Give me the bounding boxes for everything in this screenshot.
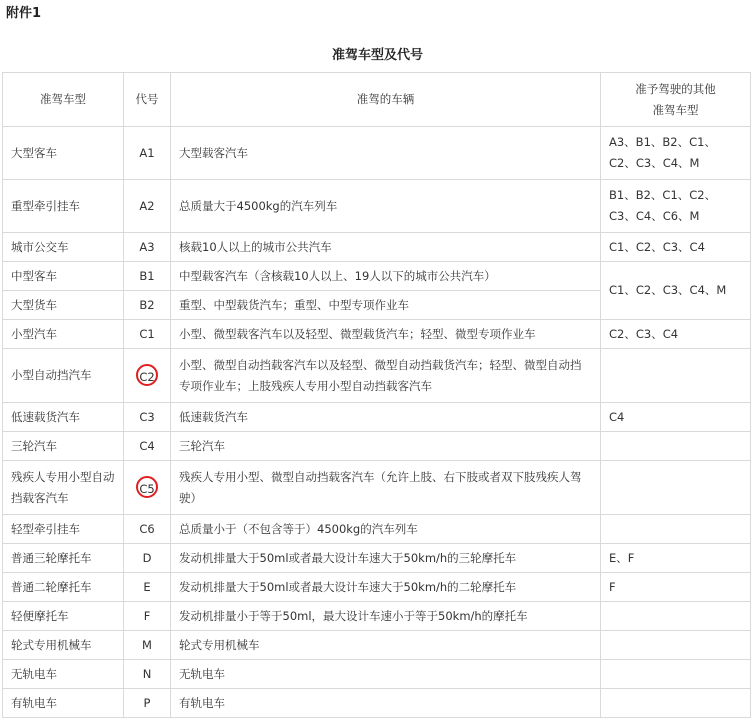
cell-vehicles: 无轨电车 <box>171 660 601 689</box>
cell-vehicles: 核载10人以上的城市公共汽车 <box>171 233 601 262</box>
table-row <box>3 432 751 461</box>
cell-vehicles: 三轮汽车 <box>171 432 601 461</box>
cell-type: 轻型牵引挂车 <box>3 515 124 544</box>
cell-code: B2 <box>124 291 171 320</box>
cell-code: B1 <box>124 262 171 291</box>
cell-type: 中型客车 <box>3 262 124 291</box>
cell-other: F <box>601 573 751 602</box>
cell-code: C1 <box>124 320 171 349</box>
table-row <box>3 180 751 233</box>
table-header-row <box>3 73 751 127</box>
cell-type: 重型牵引挂车 <box>3 180 124 233</box>
table-row <box>3 403 751 432</box>
cell-type: 普通二轮摩托车 <box>3 573 124 602</box>
header-code: 代号 <box>124 73 171 127</box>
cell-code <box>124 461 171 515</box>
cell-vehicles: 发动机排量大于50ml或者最大设计车速大于50km/h的二轮摩托车 <box>171 573 601 602</box>
table-row <box>3 262 751 291</box>
cell-vehicles: 轮式专用机械车 <box>171 631 601 660</box>
cell-type: 大型客车 <box>3 127 124 180</box>
license-class-table <box>2 72 751 718</box>
cell-vehicles: 总质量大于4500kg的汽车列车 <box>171 180 601 233</box>
table-row <box>3 320 751 349</box>
cell-vehicles: 小型、微型自动挡载客汽车以及轻型、微型自动挡载货汽车；轻型、微型自动挡专项作业车；上肢残疾人专用小型自动挡载客汽车 <box>171 349 601 403</box>
header-other-line1: 准予驾驶的其他 <box>635 81 716 96</box>
cell-vehicles: 发动机排量大于50ml或者最大设计车速大于50km/h的三轮摩托车 <box>171 544 601 573</box>
cell-other <box>601 432 751 461</box>
table-row <box>3 233 751 262</box>
cell-code: P <box>124 689 171 718</box>
cell-type: 轮式专用机械车 <box>3 631 124 660</box>
table-row <box>3 602 751 631</box>
cell-other <box>601 461 751 515</box>
cell-other: E、F <box>601 544 751 573</box>
document-title: 准驾车型及代号 <box>331 48 423 63</box>
cell-code: C4 <box>124 432 171 461</box>
cell-vehicles: 残疾人专用小型、微型自动挡载客汽车（允许上肢、右下肢或者双下肢残疾人驾驶） <box>171 461 601 515</box>
header-type: 准驾车型 <box>3 73 124 127</box>
table-row <box>3 631 751 660</box>
table-row <box>3 349 751 403</box>
table-row <box>3 515 751 544</box>
cell-code: D <box>124 544 171 573</box>
cell-vehicles: 发动机排量小于等于50ml，最大设计车速小于等于50km/h的摩托车 <box>171 602 601 631</box>
cell-code: C6 <box>124 515 171 544</box>
cell-vehicles: 大型载客汽车 <box>171 127 601 180</box>
cell-type: 三轮汽车 <box>3 432 124 461</box>
cell-code: N <box>124 660 171 689</box>
cell-code: E <box>124 573 171 602</box>
table-row <box>3 573 751 602</box>
cell-other: C1、C2、C3、C4、M <box>601 262 751 320</box>
table-row <box>3 660 751 689</box>
cell-other: C4 <box>601 403 751 432</box>
cell-other <box>601 515 751 544</box>
cell-type: 残疾人专用小型自动挡载客汽车 <box>3 461 124 515</box>
table-row <box>3 689 751 718</box>
header-vehicles: 准驾的车辆 <box>171 73 601 127</box>
cell-other <box>601 349 751 403</box>
cell-other <box>601 660 751 689</box>
table-row <box>3 127 751 180</box>
cell-vehicles: 总质量小于（不包含等于）4500kg的汽车列车 <box>171 515 601 544</box>
cell-code: M <box>124 631 171 660</box>
attachment-label: 附件1 <box>6 6 42 21</box>
cell-type: 轻便摩托车 <box>3 602 124 631</box>
cell-type: 城市公交车 <box>3 233 124 262</box>
header-other-line2: 准驾车型 <box>652 102 699 117</box>
header-other <box>601 73 751 127</box>
cell-code <box>124 349 171 403</box>
cell-other: B1、B2、C1、C2、C3、C4、C6、M <box>601 180 751 233</box>
cell-type: 有轨电车 <box>3 689 124 718</box>
cell-vehicles: 低速载货汽车 <box>171 403 601 432</box>
cell-code: A2 <box>124 180 171 233</box>
table-row <box>3 544 751 573</box>
cell-code: A3 <box>124 233 171 262</box>
cell-other <box>601 602 751 631</box>
cell-other: A3、B1、B2、C1、C2、C3、C4、M <box>601 127 751 180</box>
cell-other: C2、C3、C4 <box>601 320 751 349</box>
cell-other <box>601 689 751 718</box>
cell-type: 大型货车 <box>3 291 124 320</box>
cell-other <box>601 631 751 660</box>
cell-code: F <box>124 602 171 631</box>
cell-type: 小型自动挡汽车 <box>3 349 124 403</box>
cell-code: C3 <box>124 403 171 432</box>
circled-code-annotation: C2 <box>136 364 158 386</box>
circled-code-annotation: C5 <box>136 476 158 498</box>
cell-vehicles: 有轨电车 <box>171 689 601 718</box>
cell-vehicles: 中型载客汽车（含核载10人以上、19人以下的城市公共汽车） <box>171 262 601 291</box>
cell-type: 低速载货汽车 <box>3 403 124 432</box>
cell-type: 小型汽车 <box>3 320 124 349</box>
cell-type: 普通三轮摩托车 <box>3 544 124 573</box>
table-row <box>3 461 751 515</box>
cell-type: 无轨电车 <box>3 660 124 689</box>
cell-other: C1、C2、C3、C4 <box>601 233 751 262</box>
cell-vehicles: 小型、微型载客汽车以及轻型、微型载货汽车；轻型、微型专项作业车 <box>171 320 601 349</box>
cell-vehicles: 重型、中型载货汽车；重型、中型专项作业车 <box>171 291 601 320</box>
cell-code: A1 <box>124 127 171 180</box>
